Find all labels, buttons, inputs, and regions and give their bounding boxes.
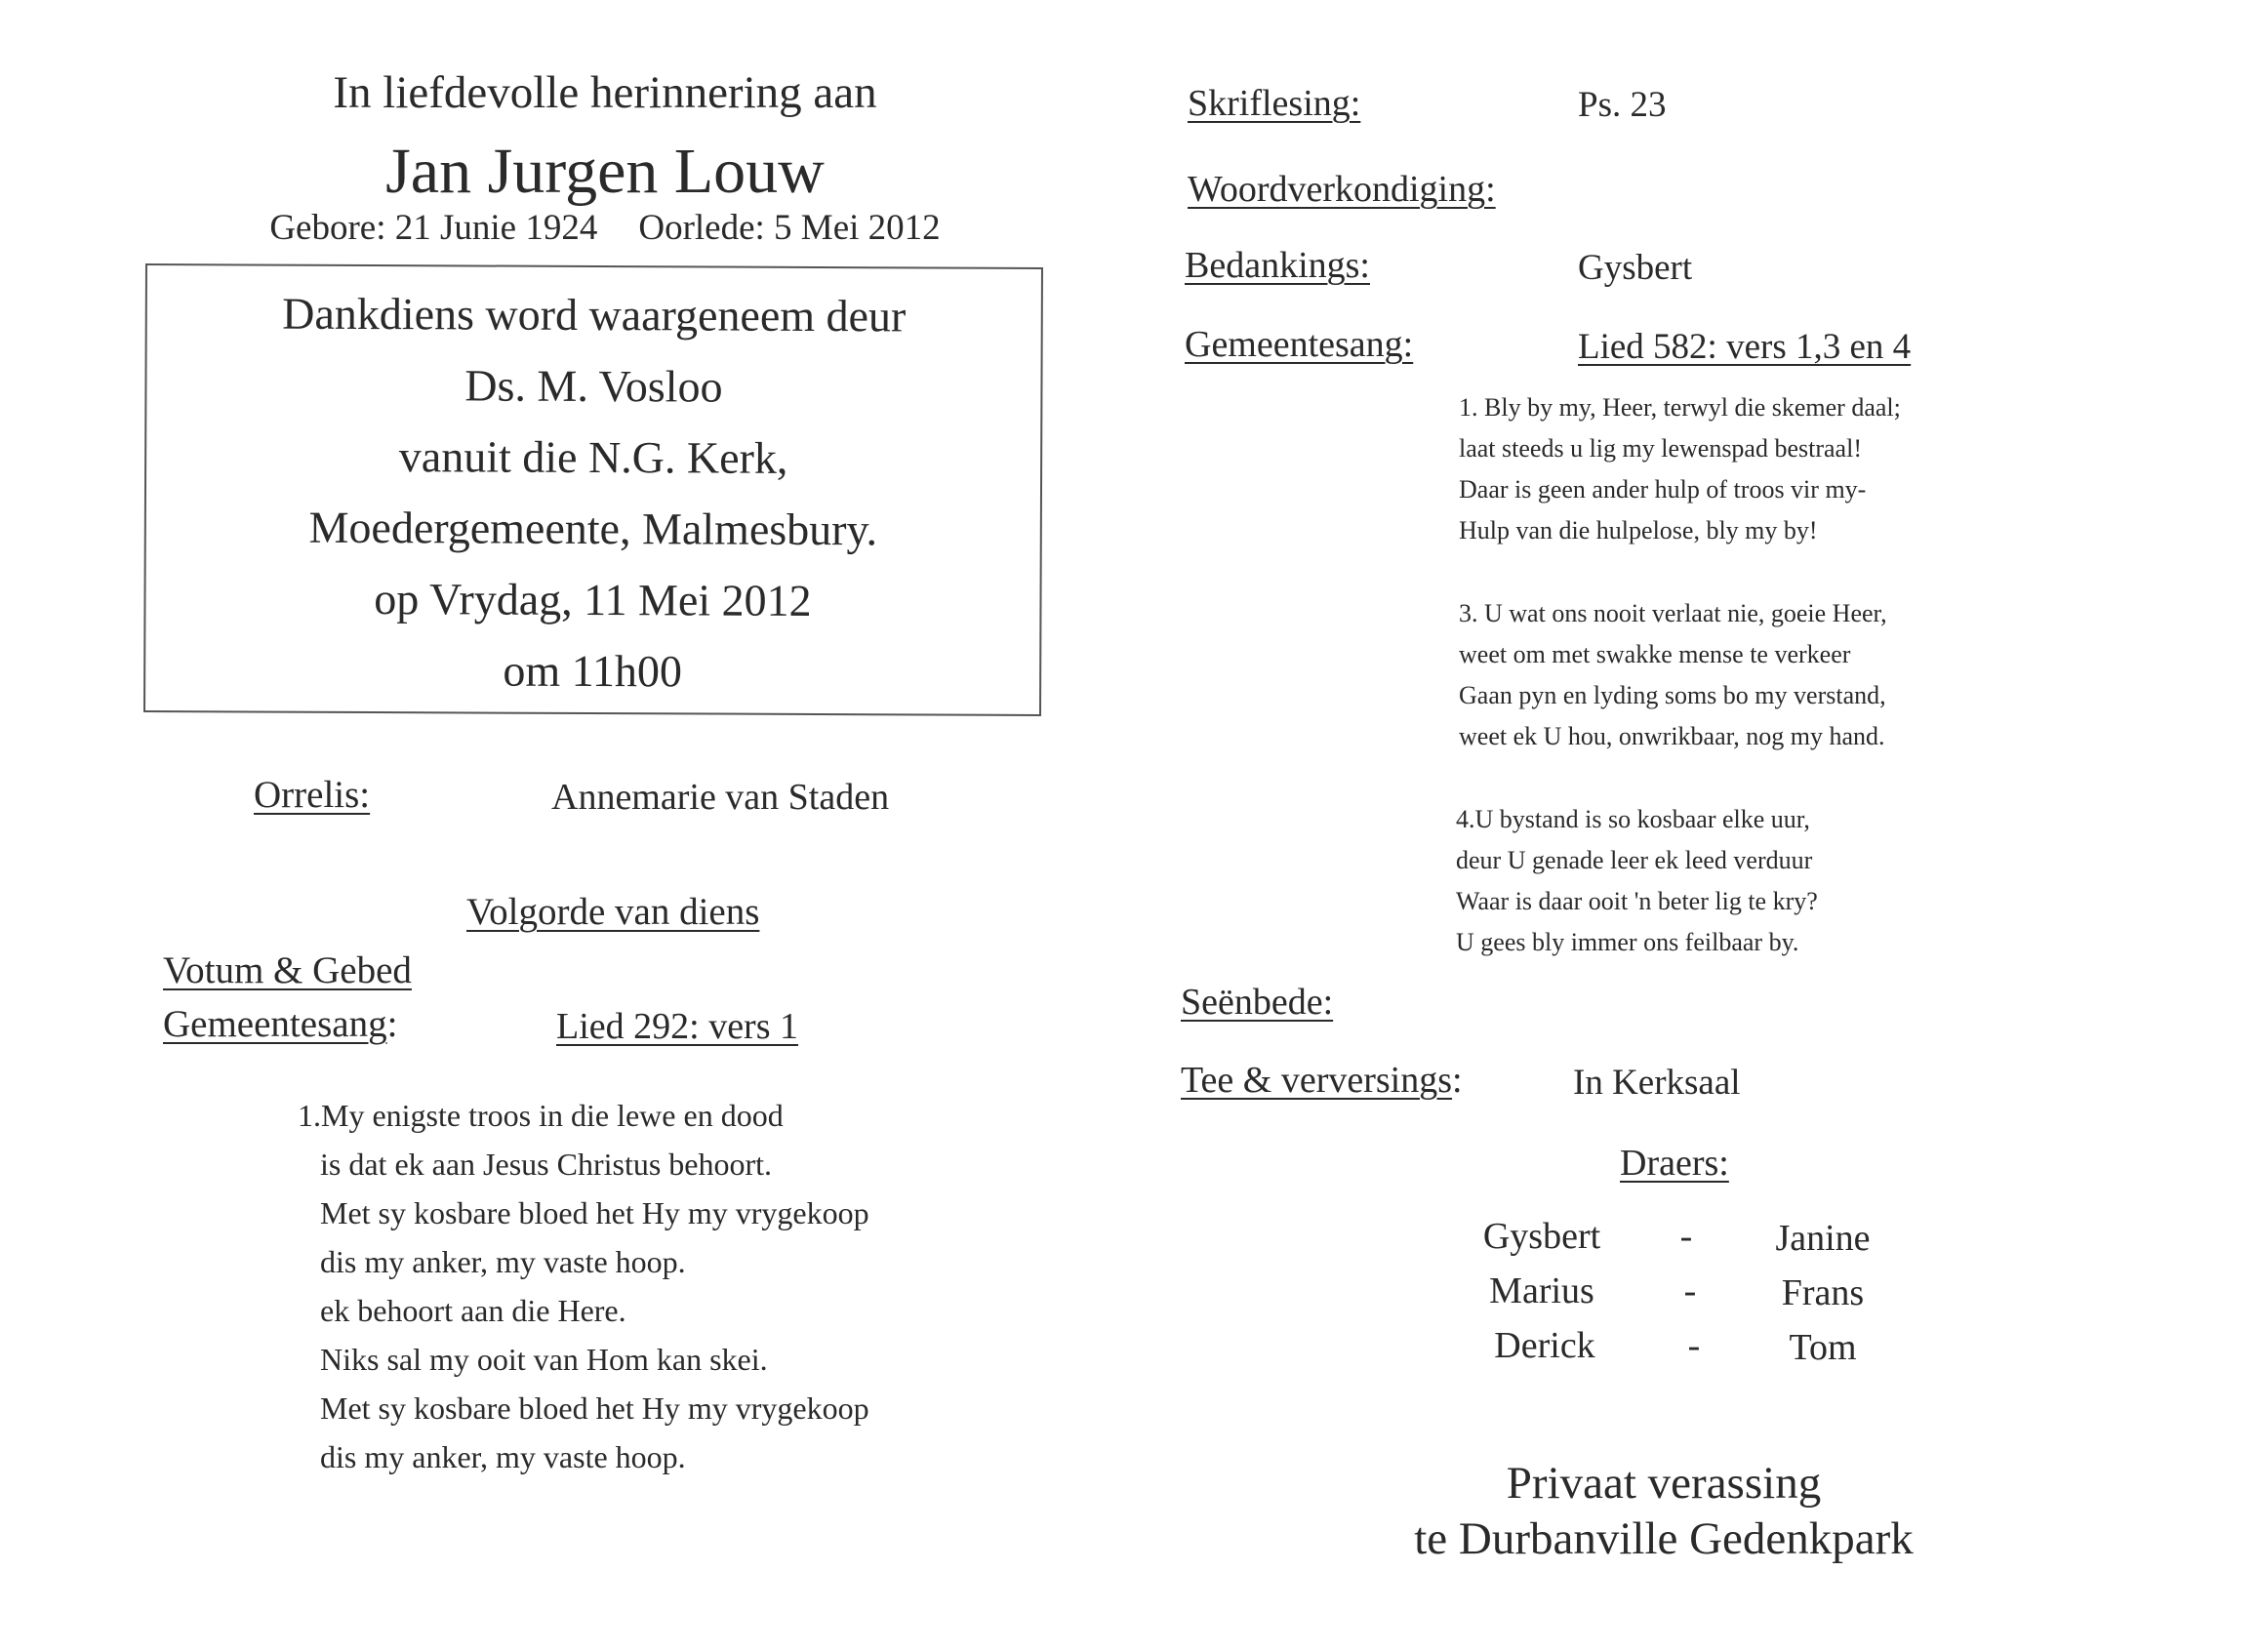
verse-line: ek behoort aan die Here.	[320, 1293, 626, 1328]
song-label: Gemeentesang:	[1185, 324, 1414, 365]
thanks-label: Bedankings:	[1185, 245, 1370, 286]
bearer-dash: -	[1679, 1216, 1693, 1257]
bearer-name: Janine	[1775, 1218, 1871, 1259]
bearer-name: Gysbert	[1482, 1216, 1601, 1257]
bearer-name: Frans	[1781, 1272, 1865, 1313]
hymn-line: Daar is geen ander hulp of troos vir my-	[1459, 475, 1867, 504]
bearer-name: Marius	[1489, 1270, 1594, 1311]
bearer-name: Derick	[1494, 1325, 1595, 1366]
hymn-line: Gaan pyn en lyding soms bo my verstand,	[1459, 681, 1886, 709]
song-label: Gemeentesang	[163, 1003, 387, 1045]
service-line: Ds. M. Vosloo	[464, 360, 723, 412]
verse-line: is dat ek aan Jesus Christus behoort.	[320, 1147, 773, 1182]
death-date: Oorlede: 5 Mei 2012	[638, 208, 941, 248]
blessing-label: Seënbede:	[1181, 982, 1334, 1023]
hymn-line: Waar is daar ooit 'n beter lig te kry?	[1456, 887, 1818, 915]
hymn-line: U gees bly immer ons feilbaar by.	[1456, 928, 1799, 956]
scripture-reference: Ps. 23	[1578, 85, 1667, 125]
votum-label: Votum & Gebed	[163, 949, 412, 991]
service-line: Dankdiens word waargeneem deur	[282, 288, 907, 342]
hymn-verse	[1456, 799, 1818, 963]
organist-label: Orrelis:	[254, 774, 371, 816]
hymn-line: weet ek U hou, onwrikbaar, nog my hand.	[1459, 722, 1885, 750]
sermon-label: Woordverkondiging:	[1188, 169, 1496, 210]
memorial-intro: In liefdevolle herinnering aan	[333, 67, 877, 118]
life-dates	[0, 207, 1210, 249]
service-line: op Vrydag, 11 Mei 2012	[374, 574, 812, 625]
verse-line: dis my anker, my vaste hoop.	[320, 1244, 686, 1279]
closing-line: te Durbanville Gedenkpark	[1414, 1513, 1914, 1564]
tea-label-row	[1181, 1059, 1463, 1102]
born-date: Gebore: 21 Junie 1924	[269, 208, 598, 248]
song-colon: :	[386, 1003, 398, 1045]
service-line: vanuit die N.G. Kerk,	[398, 431, 788, 483]
verse-line: 1.My enigste troos in die lewe en dood	[298, 1098, 784, 1133]
verse-block	[298, 1091, 869, 1481]
order-heading: Volgorde van diens	[466, 891, 760, 933]
verse-line: Met sy kosbare bloed het Hy my vrygekoop	[320, 1390, 869, 1426]
hymn-verse	[1459, 387, 1901, 551]
hymn-line: 4.U bystand is so kosbaar elke uur,	[1456, 805, 1810, 833]
bearer-dash: -	[1687, 1325, 1701, 1366]
tea-venue: In Kerksaal	[1573, 1063, 1741, 1103]
organist-name: Annemarie van Staden	[551, 777, 890, 818]
song-label-row	[163, 1002, 397, 1046]
hymn-line: deur U genade leer ek leed verduur	[1456, 846, 1813, 874]
scripture-label: Skriflesing:	[1188, 83, 1361, 124]
service-line: om 11h00	[503, 645, 683, 697]
hymn-verse	[1459, 593, 1887, 757]
service-box	[143, 263, 1043, 716]
hymn-line: Hulp van die hulpelose, bly my by!	[1459, 516, 1818, 544]
bearer-name: Tom	[1789, 1327, 1857, 1368]
hymn-line: weet om met swakke mense te verkeer	[1459, 640, 1851, 668]
verse-line: Met sy kosbare bloed het Hy my vrygekoop	[320, 1195, 869, 1230]
deceased-name: Jan Jurgen Louw	[385, 136, 825, 207]
tea-label: Tee & verversings	[1181, 1060, 1453, 1101]
hymn-line: 3. U wat ons nooit verlaat nie, goeie Heer,	[1459, 599, 1887, 627]
tea-colon: :	[1452, 1060, 1463, 1101]
hymn-line: 1. Bly by my, Heer, terwyl die skemer daal;	[1459, 393, 1901, 422]
bearers-heading: Draers:	[1620, 1143, 1729, 1184]
bearer-dash: -	[1683, 1270, 1697, 1311]
song-reference: Lied 292: vers 1	[556, 1006, 799, 1047]
verse-line: dis my anker, my vaste hoop.	[320, 1439, 686, 1474]
closing-line: Privaat verassing	[1506, 1458, 1822, 1509]
hymn-line: laat steeds u lig my lewenspad bestraal!	[1459, 434, 1862, 463]
service-line: Moedergemeente, Malmesbury.	[308, 502, 878, 555]
thanks-name: Gysbert	[1578, 248, 1693, 288]
verse-line: Niks sal my ooit van Hom kan skei.	[320, 1342, 768, 1377]
song-reference: Lied 582: vers 1,3 en 4	[1578, 327, 1912, 367]
